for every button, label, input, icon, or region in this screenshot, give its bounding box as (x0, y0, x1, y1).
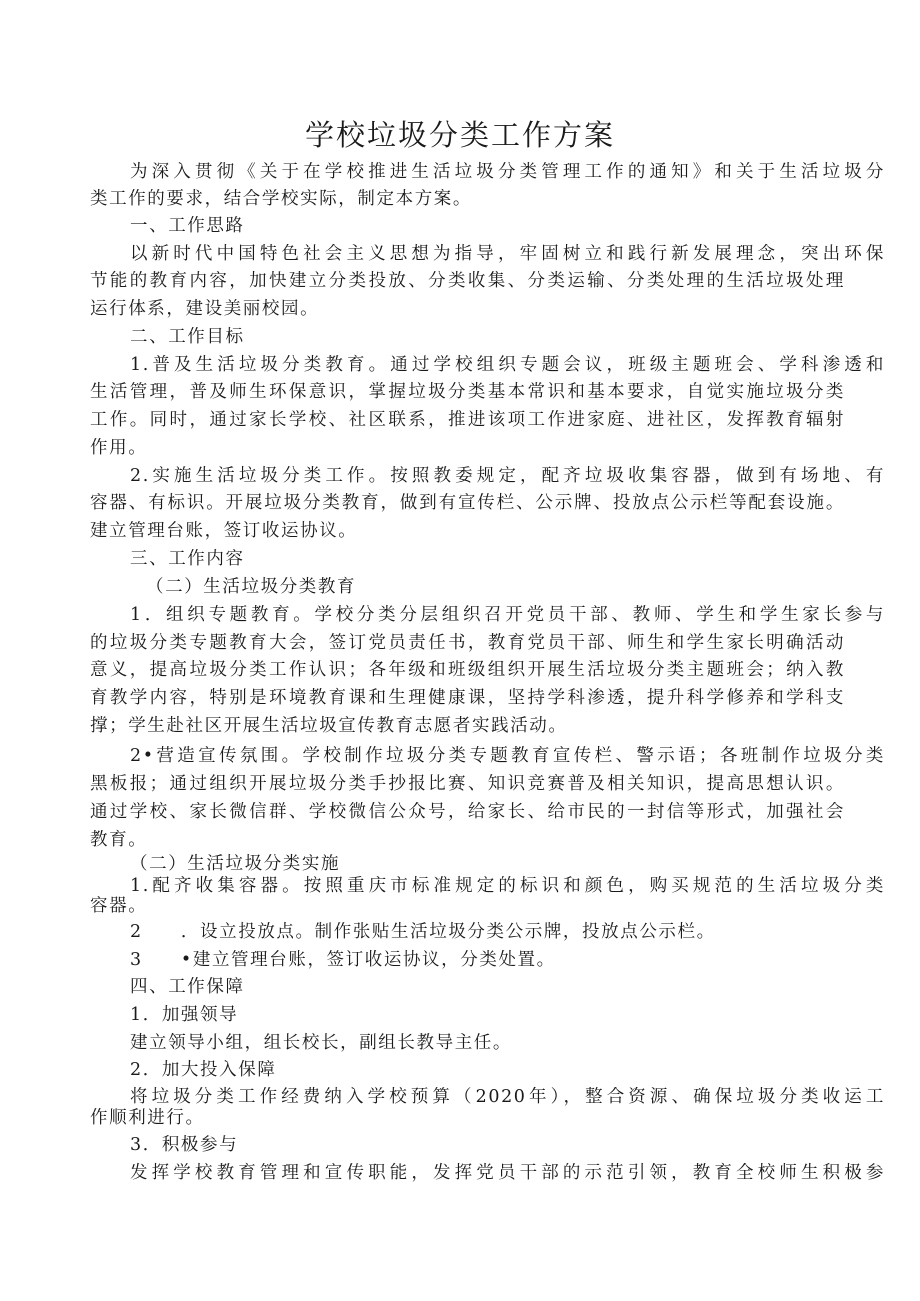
subsection-heading: （二）生活垃圾分类教育 (146, 577, 357, 597)
page-title: 学校垃圾分类工作方案 (304, 118, 615, 153)
paragraph-line: 教育。 (90, 830, 148, 850)
paragraph-line: 节能的教育内容，加快建立分类投放、分类收集、分类运输、分类处理的生活垃圾处理 (90, 271, 845, 291)
section-heading: 二、工作目标 (130, 327, 245, 347)
paragraph-line: 1．组织专题教育。学校分类分层组织召开党员干部、教师、学生和学生家长参与 (130, 605, 885, 625)
paragraph-line: 将垃圾分类工作经费纳入学校预算（2020年），整合资源、确保垃圾分类收运工 (130, 1087, 885, 1107)
section-heading: 四、工作保障 (130, 977, 245, 997)
paragraph-line: 通过学校、家长微信群、学校微信公众号，给家长、给市民的一封信等形式，加强社会 (90, 802, 845, 822)
paragraph-line: 运行体系，建设美丽校园。 (90, 299, 320, 319)
paragraph-line: 发挥学校教育管理和宣传职能，发挥党员干部的示范引领，教育全校师生积极参 (130, 1163, 885, 1183)
paragraph-line: 3 •建立管理台账，签订收运协议，分类处置。 (130, 950, 556, 970)
paragraph-line: 建立管理台账，签订收运协议。 (90, 521, 358, 541)
paragraph-line: 撑；学生赴社区开展生活垃圾宣传教育志愿者实践活动。 (90, 716, 568, 736)
paragraph-line: 2 ．设立投放点。制作张贴生活垃圾分类公示牌，投放点公示栏。 (130, 922, 716, 942)
paragraph-line: 建立领导小组，组长校长，副组长教导主任。 (130, 1033, 512, 1053)
paragraph-line: 容器。 (90, 896, 148, 916)
paragraph-line: 工作。同时，通过家长学校、社区联系，推进该项工作进家庭、进社区，发挥教育辐射 (90, 410, 845, 430)
paragraph-line: 的垃圾分类专题教育大会，签订党员责任书，教育党员干部、师生和学生家长明确活动 (90, 633, 845, 653)
paragraph-line: 1.普及生活垃圾分类教育。通过学校组织专题会议，班级主题班会、学科渗透和 (130, 355, 885, 375)
section-heading: 三、工作内容 (130, 549, 245, 569)
paragraph-line: 黑板报；通过组织开展垃圾分类手抄报比赛、知识竞赛普及相关知识，提高思想认识。 (90, 774, 845, 794)
paragraph-line: 2.实施生活垃圾分类工作。按照教委规定，配齐垃圾收集容器，做到有场地、有 (130, 466, 885, 486)
subsection-heading: 2．加大投入保障 (130, 1060, 277, 1080)
paragraph-line: 为深入贯彻《关于在学校推进生活垃圾分类管理工作的通知》和关于生活垃圾分 (130, 162, 885, 182)
paragraph-line: 意义，提高垃圾分类工作认识；各年级和班级组织开展生活垃圾分类主题班会；纳入教 (90, 660, 845, 680)
paragraph-line: 容器、有标识。开展垃圾分类教育，做到有宣传栏、公示牌、投放点公示栏等配套设施。 (90, 493, 845, 513)
paragraph-line: 1.配齐收集容器。按照重庆市标准规定的标识和颜色，购买规范的生活垃圾分类 (130, 876, 885, 896)
section-heading: 一、工作思路 (130, 216, 245, 236)
paragraph-line: 作用。 (90, 438, 148, 458)
subsection-heading: （二）生活垃圾分类实施 (130, 854, 341, 874)
subsection-heading: 3．积极参与 (130, 1135, 239, 1155)
paragraph-line: 作顺利进行。 (90, 1108, 205, 1128)
paragraph-line: 育教学内容，特别是环境教育课和生理健康课，坚持学科渗透，提升科学修养和学科支 (90, 688, 845, 708)
paragraph-line: 类工作的要求，结合学校实际，制定本方案。 (90, 189, 472, 209)
paragraph-line: 2•营造宣传氛围。学校制作垃圾分类专题教育宣传栏、警示语；各班制作垃圾分类 (130, 746, 885, 766)
paragraph-line: 生活管理，普及师生环保意识，掌握垃圾分类基本常识和基本要求，自觉实施垃圾分类 (90, 382, 845, 402)
subsection-heading: 1．加强领导 (130, 1005, 239, 1025)
paragraph-line: 以新时代中国特色社会主义思想为指导，牢固树立和践行新发展理念，突出环保 (130, 244, 885, 264)
